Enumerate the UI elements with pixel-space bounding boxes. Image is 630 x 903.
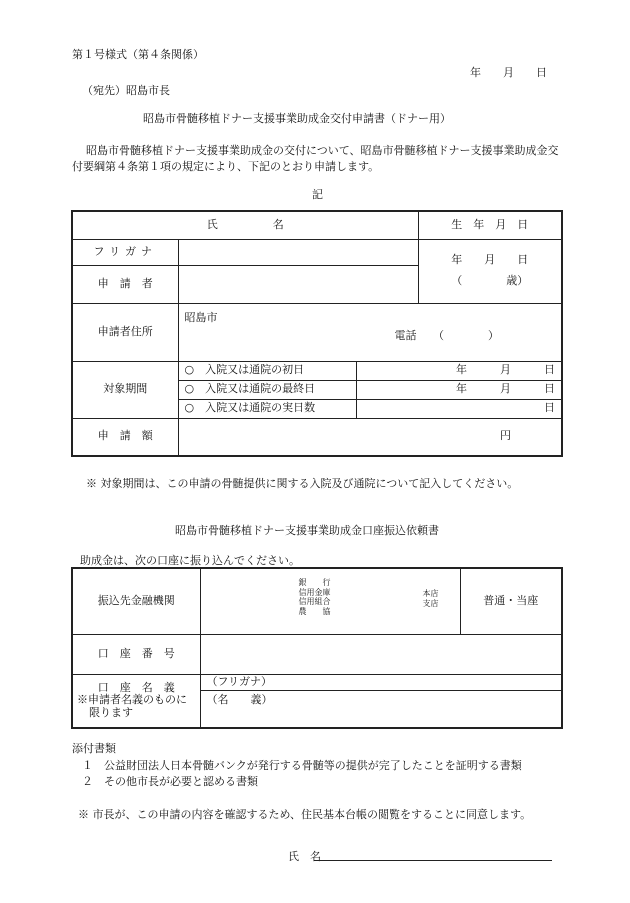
period-actual-days-field[interactable]: 日 xyxy=(356,399,562,418)
bank-type-shinkin: 信用金庫 xyxy=(298,587,331,597)
form-number: 第１号様式（第４条関係） xyxy=(72,48,204,61)
bank-label: 振込先金融機関 xyxy=(72,568,200,634)
branch-type-main: 本店 xyxy=(422,589,439,598)
applicant-name-field[interactable] xyxy=(178,265,418,303)
addressee: （宛先）昭島市長 xyxy=(82,84,170,97)
address-prefix: 昭島市 xyxy=(184,310,218,324)
period-first-day-field[interactable]: 年 月 日 xyxy=(356,361,562,380)
furigana-label: フリガナ xyxy=(72,239,178,265)
ki-label: 記 xyxy=(312,188,323,201)
transfer-intro: 助成金は、次の口座に振り込んでください。 xyxy=(80,554,300,567)
period-note: ※ 対象期間は、この申請の骨髄提供に関する入院及び通院について記入してください。 xyxy=(86,477,519,490)
holder-name-field[interactable] xyxy=(200,690,562,728)
holder-furigana-small: （フリガナ） xyxy=(206,674,272,688)
address-label: 申請者住所 xyxy=(72,303,178,361)
attachment-item-1: １ 公益財団法人日本骨髄バンクが発行する骨髄等の提供が完了したことを証明する書類 xyxy=(82,759,522,772)
name-header: 氏 名 xyxy=(72,211,418,239)
bank-type-nokyo: 農 協 xyxy=(298,606,331,616)
consent-text: ※ 市長が、この申請の内容を確認するため、住民基本台帳の閲覧をすることに同意します。 xyxy=(78,808,532,821)
bank-name-field[interactable] xyxy=(200,568,460,634)
address-field[interactable] xyxy=(178,303,562,361)
bank-type-list xyxy=(299,578,331,616)
application-table xyxy=(71,210,563,457)
account-type[interactable]: 普通・当座 xyxy=(460,568,562,634)
transfer-title: 昭島市骨髄移植ドナー支援事業助成金口座振込依頼書 xyxy=(175,524,439,537)
attachments-heading: 添付書類 xyxy=(72,742,116,755)
furigana-field[interactable] xyxy=(178,239,418,265)
account-number-field[interactable] xyxy=(200,634,562,674)
amount-unit: 円 xyxy=(500,429,512,443)
holder-label: 口 座 名 義 xyxy=(97,680,175,694)
account-number-label: 口 座 番 号 xyxy=(72,634,200,674)
branch-type-list xyxy=(423,589,439,608)
dob-header: 生 年 月 日 xyxy=(418,211,562,239)
holder-furigana-field[interactable] xyxy=(200,674,562,690)
period-label: 対象期間 xyxy=(72,361,178,418)
attachment-item-2: ２ その他市長が必要と認める書類 xyxy=(82,775,258,788)
intro-text-line1: 昭島市骨髄移植ドナー支援事業助成金の交付について、昭島市骨髄移植ドナー支援事業助成金交 xyxy=(86,144,559,157)
holder-note-line2: 限ります xyxy=(89,706,133,720)
date-placeholder: 年 月 日 xyxy=(470,66,547,79)
age-value: （ 歳） xyxy=(451,274,529,287)
holder-note-line1: ※申請者名義のものに xyxy=(77,693,187,707)
branch-type-branch: 支店 xyxy=(422,598,439,608)
phone-label: 電話 （ ） xyxy=(394,329,499,343)
bank-type-bank: 銀 行 xyxy=(298,578,331,587)
intro-text-line2: 付要綱第４条第１項の規定により、下記のとおり申請します。 xyxy=(72,160,380,173)
amount-label: 申 請 額 xyxy=(72,418,178,456)
applicant-label: 申 請 者 xyxy=(72,265,178,303)
amount-field[interactable] xyxy=(178,418,562,456)
signature-label: 氏 名 xyxy=(288,850,321,863)
period-last-day-field[interactable]: 年 月 日 xyxy=(356,380,562,399)
bank-transfer-table xyxy=(71,567,563,729)
period-first-day-label: ○ 入院又は通院の初日 xyxy=(178,361,356,380)
period-last-day-label: ○ 入院又は通院の最終日 xyxy=(178,380,356,399)
application-title: 昭島市骨髄移植ドナー支援事業助成金交付申請書（ドナー用） xyxy=(143,112,451,125)
bank-type-kumiai: 信用組合 xyxy=(298,597,331,607)
signature-line[interactable] xyxy=(314,860,552,861)
dob-value: 年 月 日 xyxy=(451,253,529,267)
holder-label-cell xyxy=(72,674,200,728)
period-actual-days-label: ○ 入院又は通院の実日数 xyxy=(178,399,356,418)
holder-name-small: （名 義） xyxy=(206,692,273,706)
dob-field[interactable] xyxy=(418,239,562,303)
